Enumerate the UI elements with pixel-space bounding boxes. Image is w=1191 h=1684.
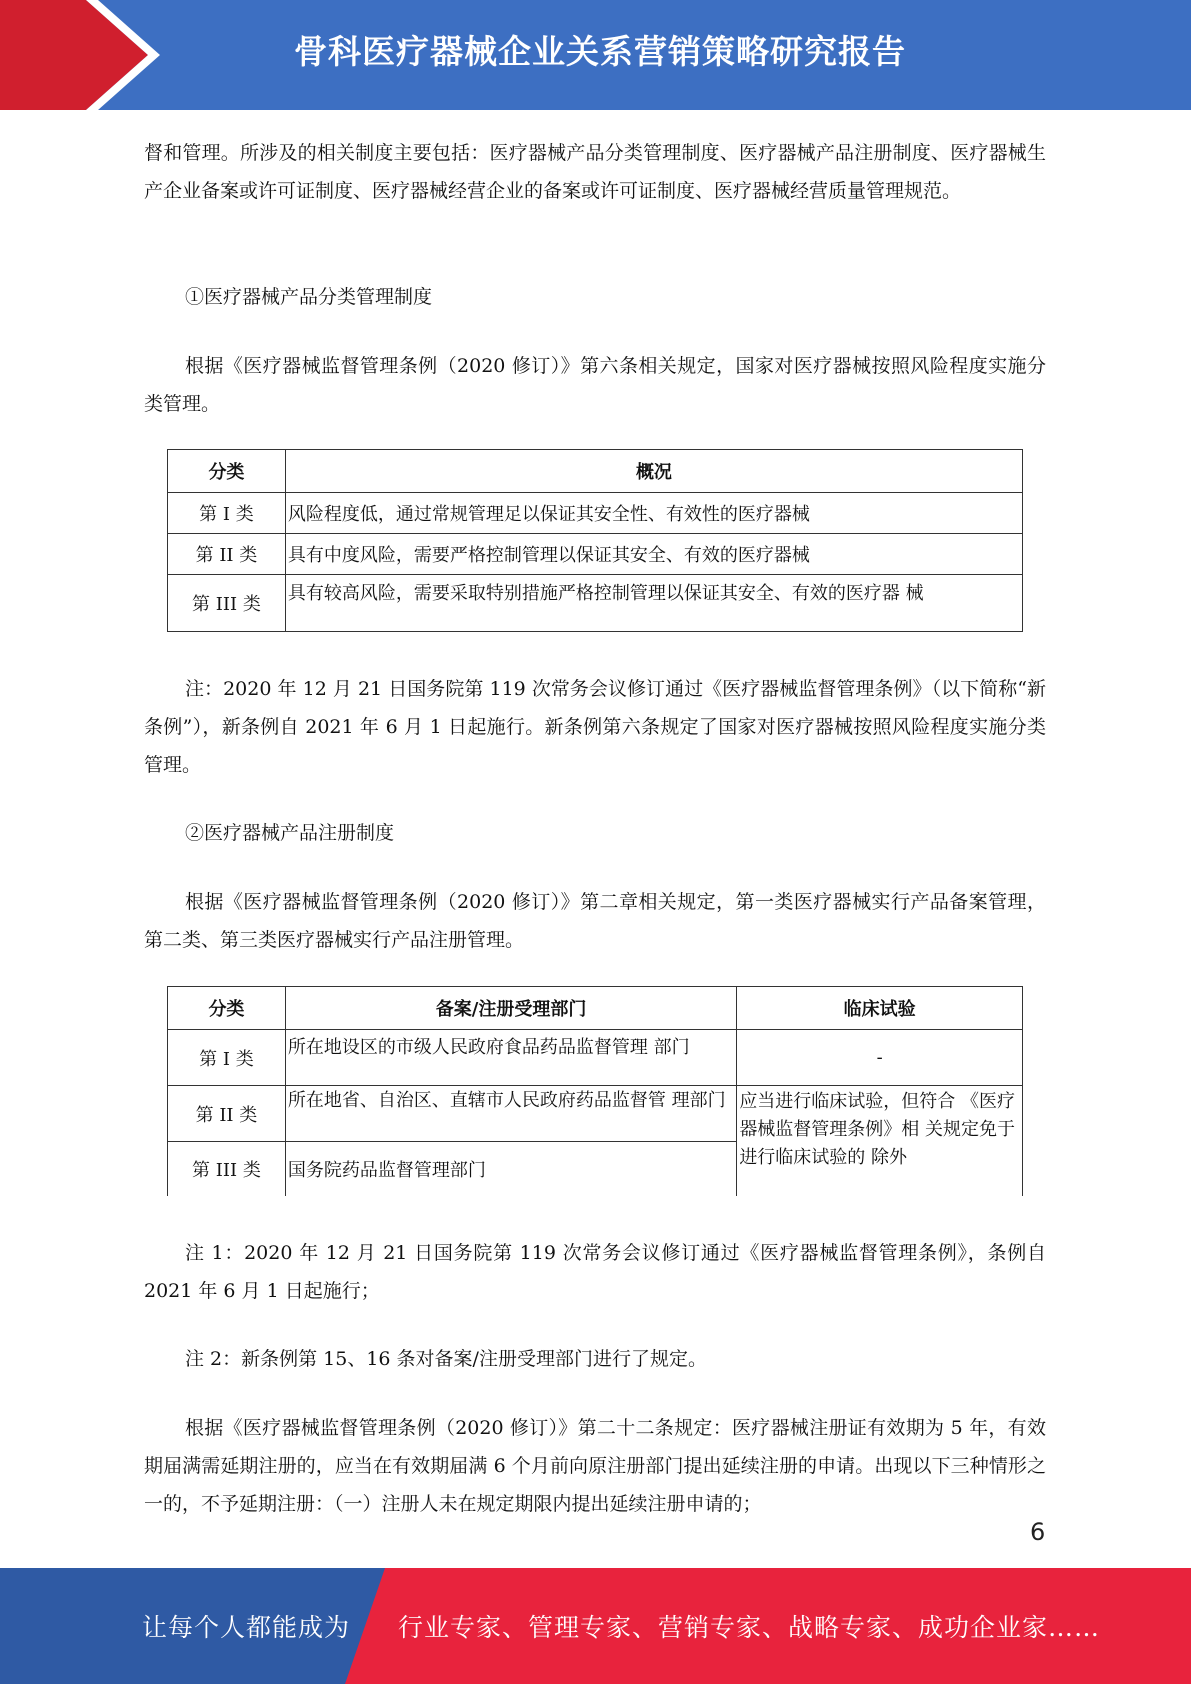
classification-paragraph: 根据《医疗器械监督管理条例（2020 修订）》第六条相关规定，国家对医疗器械按照风险程度实施分类管理。 <box>144 355 1046 415</box>
footer-slogan-left: 让每个人都能成为 <box>142 1613 351 1642</box>
column-header-overview: 概况 <box>285 450 1022 493</box>
validity-paragraph: 根据《医疗器械监督管理条例（2020 修订）》第二十二条规定：医疗器械注册证有效期为 5 年，有效期届满需延期注册的，应当在有效期届满 6 个月前向原注册部门提出延续注册的申请。出现以下三种情形之一的，不予延期注册：（一）注册人未在规定期限内提出延续注册申请的； <box>144 1417 1046 1515</box>
registration-note-1: 注 1：2020 年 12 月 21 日国务院第 119 次常务会议修订通过《医疗器械监督管理条例》，条例自 2021 年 6 月 1 日起施行； <box>144 1242 1046 1302</box>
column-header-clinical-trial: 临床试验 <box>737 987 1023 1030</box>
category-cell: 第 I 类 <box>168 1030 286 1086</box>
table-row <box>168 1030 1023 1086</box>
page-header <box>0 0 1191 110</box>
classification-note: 注：2020 年 12 月 21 日国务院第 119 次常务会议修订通过《医疗器械监督管理条例》（以下简称“新条例”），新条例自 2021 年 6 月 1 日起施行。新条例第六条规定了国家对医疗器械按照风险程度实施分类管理。 <box>144 678 1046 776</box>
table-row <box>168 575 1023 632</box>
category-cell: 第 II 类 <box>168 534 286 575</box>
overview-cell: 具有较高风险，需要采取特别措施严格控制管理以保证其安全、有效的医疗器 械 <box>285 575 1022 632</box>
table-header-row <box>168 450 1023 493</box>
classification-table <box>167 449 1023 632</box>
intro-paragraph: 督和管理。所涉及的相关制度主要包括：医疗器械产品分类管理制度、医疗器械产品注册制度、医疗器械生产企业备案或许可证制度、医疗器械经营企业的备案或许可证制度、医疗器械经营质量管理规范。 <box>144 142 1046 202</box>
department-cell: 所在地设区的市级人民政府食品药品监督管理 部门 <box>285 1030 736 1086</box>
overview-cell: 风险程度低，通过常规管理足以保证其安全性、有效性的医疗器械 <box>285 493 1022 534</box>
registration-note-2: 注 2：新条例第 15、16 条对备案/注册受理部门进行了规定。 <box>185 1348 707 1370</box>
column-header-category: 分类 <box>168 987 286 1030</box>
column-header-department: 备案/注册受理部门 <box>285 987 736 1030</box>
table-row <box>168 1086 1023 1142</box>
category-cell: 第 II 类 <box>168 1086 286 1142</box>
category-cell: 第 III 类 <box>168 575 286 632</box>
footer-slogan-right: 行业专家、管理专家、营销专家、战略专家、成功企业家…… <box>398 1613 1101 1642</box>
section-heading-registration: ②医疗器械产品注册制度 <box>185 822 395 844</box>
header-red-chevron <box>0 0 148 110</box>
report-title: 骨科医疗器械企业关系营销策略研究报告 <box>294 32 906 71</box>
category-cell: 第 I 类 <box>168 493 286 534</box>
page-number: 6 <box>1030 1518 1046 1546</box>
category-cell: 第 III 类 <box>168 1142 286 1196</box>
overview-cell: 具有中度风险，需要严格控制管理以保证其安全、有效的医疗器械 <box>285 534 1022 575</box>
registration-table <box>167 986 1023 1196</box>
clinical-trial-merged-cell: 应当进行临床试验，但符合 《医疗器械监督管理条例》相 关规定免于进行临床试验的 除外 <box>737 1086 1023 1196</box>
table-header-row <box>168 987 1023 1030</box>
table-row <box>168 493 1023 534</box>
clinical-trial-cell: - <box>737 1030 1023 1086</box>
department-cell: 国务院药品监督管理部门 <box>285 1142 736 1196</box>
column-header-category: 分类 <box>168 450 286 493</box>
page-footer <box>0 1568 1191 1684</box>
registration-paragraph: 根据《医疗器械监督管理条例（2020 修订）》第二章相关规定，第一类医疗器械实行产品备案管理，第二类、第三类医疗器械实行产品注册管理。 <box>144 891 1046 951</box>
section-heading-classification: ①医疗器械产品分类管理制度 <box>185 286 433 308</box>
department-cell: 所在地省、自治区、直辖市人民政府药品监督管 理部门 <box>285 1086 736 1142</box>
table-row <box>168 534 1023 575</box>
